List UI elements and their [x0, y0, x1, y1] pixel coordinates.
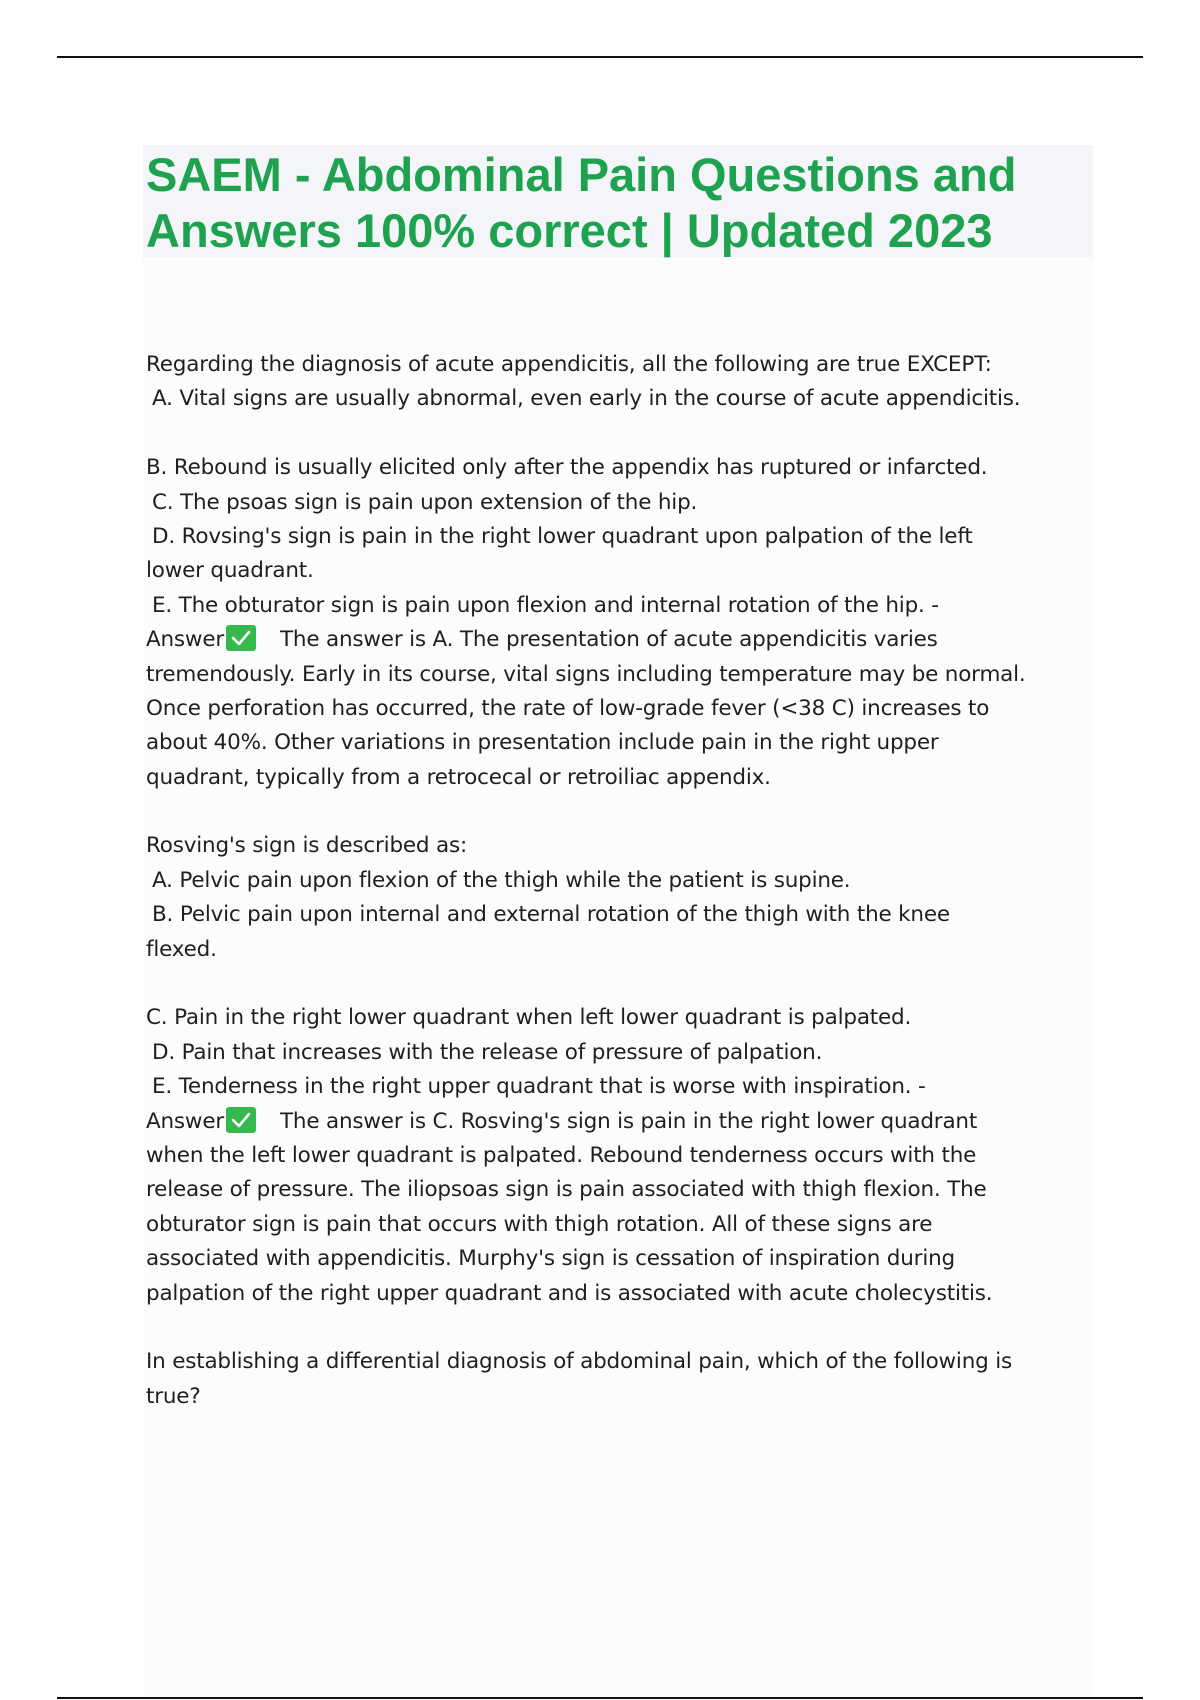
question-1-answer-text: The answer is A. The presentation of acute appendicitis varies [280, 627, 938, 653]
question-2-option-d: D. Pain that increases with the release of pressure of palpation. [152, 1039, 823, 1065]
answer-label: Answer [146, 1108, 224, 1134]
question-1-stem: Regarding the diagnosis of acute appendicitis, all the following are true EXCEPT: [146, 352, 992, 377]
question-1-option-c: C. The psoas sign is pain upon extension of the hip. [152, 489, 698, 515]
question-2 [146, 829, 1096, 1310]
question-1-answer-text-4: about 40%. Other variations in presentation include pain in the right upper [146, 730, 939, 756]
question-2-answer-text-4: obturator sign is pain that occurs with thigh rotation. All of these signs are [146, 1211, 933, 1237]
spacer [146, 795, 1096, 829]
question-2-option-b-continued: flexed. [146, 936, 217, 962]
question-2-answer-text-6: palpation of the right upper quadrant and is associated with acute cholecystitis. [146, 1280, 993, 1306]
question-3 [146, 1345, 1096, 1414]
question-2-option-a: A. Pelvic pain upon flexion of the thigh while the patient is supine. [152, 867, 851, 893]
question-1 [146, 348, 1096, 795]
question-2-option-e: E. Tenderness in the right upper quadrant that is worse with inspiration. - [152, 1074, 926, 1100]
question-3-stem: In establishing a differential diagnosis of abdominal pain, which of the following is [146, 1349, 1012, 1375]
answer-label: Answer [146, 627, 224, 653]
question-1-option-a: A. Vital signs are usually abnormal, even early in the course of acute appendicitis. [152, 386, 1021, 412]
question-1-option-e: E. The obturator sign is pain upon flexion and internal rotation of the hip. - [152, 592, 939, 618]
document-body [146, 348, 1096, 1414]
question-1-answer-text-5: quadrant, typically from a retrocecal or retroiliac appendix. [146, 764, 771, 790]
question-2-answer-text-5: associated with appendicitis. Murphy's sign is cessation of inspiration during [146, 1246, 955, 1272]
check-mark-icon [226, 625, 256, 651]
question-1-answer-text-3: Once perforation has occurred, the rate of low-grade fever (<38 C) increases to [146, 695, 990, 721]
question-2-answer-text-2: when the left lower quadrant is palpated. Rebound tenderness occurs with the [146, 1142, 977, 1168]
question-2-answer-text-3: release of pressure. The iliopsoas sign is pain associated with thigh flexion. The [146, 1177, 987, 1203]
question-2-answer-text: The answer is C. Rosving's sign is pain in the right lower quadrant [280, 1108, 978, 1134]
spacer [146, 967, 1096, 1001]
document-title: SAEM - Abdominal Pain Questions and Answers 100% correct | Updated 2023 [146, 148, 1017, 257]
question-1-option-d: D. Rovsing's sign is pain in the right lower quadrant upon palpation of the left [152, 523, 973, 549]
question-1-answer-line [146, 623, 1096, 657]
question-2-option-c: C. Pain in the right lower quadrant when left lower quadrant is palpated. [146, 1005, 912, 1031]
spacer [146, 417, 1096, 451]
question-1-option-d-continued: lower quadrant. [146, 558, 314, 584]
question-3-stem-continued: true? [146, 1383, 201, 1409]
question-2-option-b: B. Pelvic pain upon internal and external rotation of the thigh with the knee [152, 902, 950, 928]
top-rule [57, 56, 1143, 58]
check-mark-icon [226, 1107, 256, 1133]
spacer [146, 1311, 1096, 1345]
question-1-option-b: B. Rebound is usually elicited only after the appendix has ruptured or infarcted. [146, 455, 988, 481]
bottom-rule [57, 1697, 1143, 1699]
question-2-stem: Rosving's sign is described as: [146, 833, 468, 859]
question-2-answer-line [146, 1105, 1096, 1139]
question-1-answer-text-2: tremendously. Early in its course, vital signs including temperature may be normal. [146, 661, 1026, 687]
